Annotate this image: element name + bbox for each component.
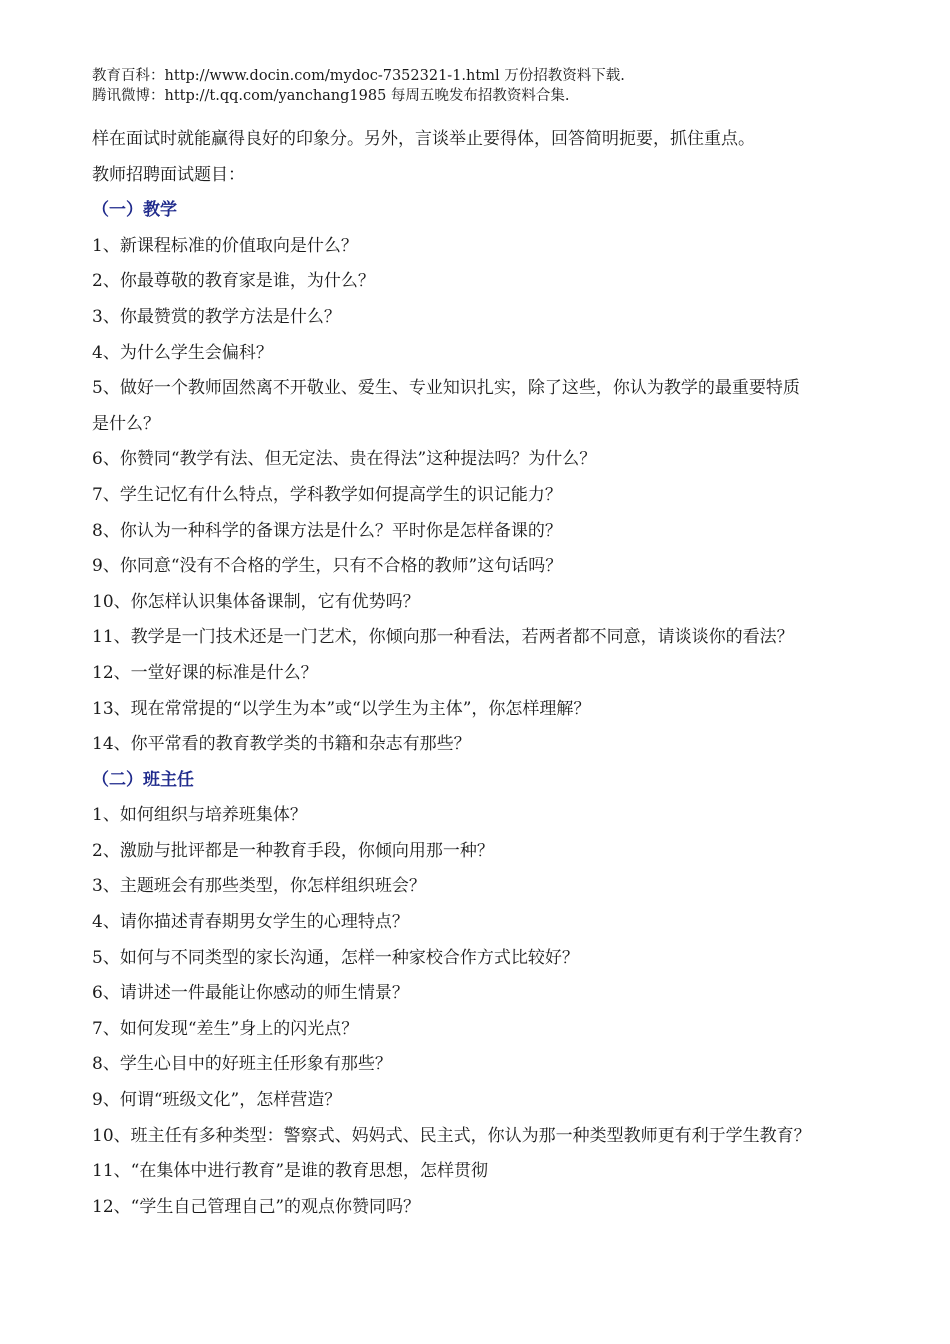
list-item: 12、“学生自己管理自己”的观点你赞同吗？ [92, 1196, 421, 1217]
list-item: 6、请讲述一件最能让你感动的师生情景？ [92, 983, 409, 1004]
question-list-teaching [92, 229, 872, 763]
list-item: 9、你同意“没有不合格的学生，只有不合格的教师”这句话吗？ [92, 556, 563, 577]
list-item: 3、你最赞赏的教学方法是什么？ [92, 306, 341, 327]
section-heading-teaching: （一）教学 [92, 200, 177, 221]
section-heading-class-teacher: （二）班主任 [92, 769, 194, 790]
intro-paragraph: 样在面试时就能赢得良好的印象分。另外，言谈举止要得体，回答简明扼要，抓住重点。 [92, 129, 755, 149]
list-item: 11、教学是一门技术还是一门艺术，你倾向那一种看法，若两者都不同意，请谈谈你的看法？ [92, 627, 794, 648]
list-item: 1、新课程标准的价值取向是什么？ [92, 235, 358, 256]
question-list-class-teacher [92, 798, 872, 1225]
list-item: 5、做好一个教师固然离不开敬业、爱生、专业知识扎实，除了这些，你认为教学的最重要特质 [92, 378, 800, 399]
list-item: 11、“在集体中进行教育”是谁的教育思想，怎样贯彻 [92, 1161, 489, 1182]
list-item: 2、你最尊敬的教育家是谁，为什么？ [92, 271, 375, 292]
list-item: 是什么？ [92, 413, 160, 434]
list-item: 8、你认为一种科学的备课方法是什么？平时你是怎样备课的？ [92, 520, 562, 541]
list-item: 4、请你描述青春期男女学生的心理特点？ [92, 912, 409, 933]
document-title: 教师招聘面试题目： [92, 164, 245, 185]
list-item: 14、你平常看的教育教学类的书籍和杂志有那些？ [92, 734, 471, 755]
list-item: 3、主题班会有那些类型，你怎样组织班会？ [92, 876, 426, 897]
document-body [92, 122, 872, 1225]
list-item: 13、现在常常提的“以学生为本”或“以学生为主体”，你怎样理解？ [92, 698, 591, 719]
list-item: 12、一堂好课的标准是什么？ [92, 662, 318, 683]
list-item: 4、为什么学生会偏科？ [92, 342, 273, 363]
list-item: 10、你怎样认识集体备课制，它有优势吗？ [92, 591, 420, 612]
list-item: 5、如何与不同类型的家长沟通，怎样一种家校合作方式比较好？ [92, 947, 579, 968]
list-item: 6、你赞同“教学有法、但无定法、贵在得法”这种提法吗？为什么？ [92, 449, 597, 470]
list-item: 2、激励与批评都是一种教育手段，你倾向用那一种？ [92, 840, 494, 861]
list-item: 10、班主任有多种类型：警察式、妈妈式、民主式，你认为那一种类型教师更有利于学生教育？ [92, 1125, 811, 1146]
list-item: 9、何谓“班级文化”，怎样营造？ [92, 1090, 342, 1111]
list-item: 7、如何发现“差生”身上的闪光点？ [92, 1018, 359, 1039]
page-header [92, 66, 625, 106]
header-line-2: 腾讯微博：http://t.qq.com/yanchang1985 每周五晚发布招教资料合集. [92, 88, 570, 104]
list-item: 8、学生心目中的好班主任形象有那些？ [92, 1054, 392, 1075]
header-line-1: 教育百科：http://www.docin.com/mydoc-7352321-1.html 万份招教资料下载. [92, 68, 625, 84]
list-item: 1、如何组织与培养班集体？ [92, 805, 307, 826]
list-item: 7、学生记忆有什么特点，学科教学如何提高学生的识记能力？ [92, 484, 562, 505]
